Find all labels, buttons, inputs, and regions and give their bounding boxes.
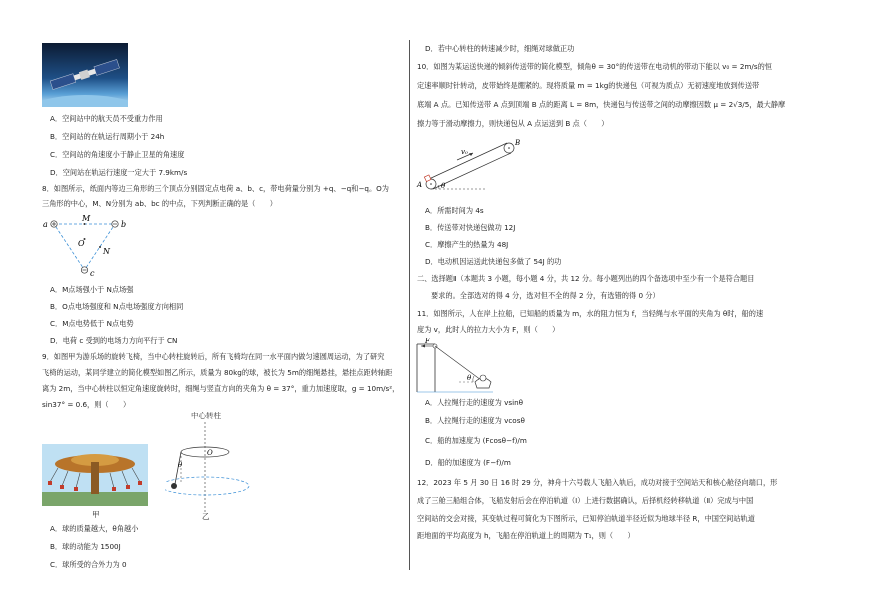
q11-option-c: C．船的加速度为 (Fcosθ−f)/m — [425, 436, 527, 445]
q10-conveyor-figure — [415, 133, 525, 197]
q9-stem-line1: 9．如图甲为游乐场的旋转飞椅，当中心转柱旋转后，所有飞椅均在同一水平面内做匀速圆周运动，为了研究 — [42, 352, 385, 361]
q10-v0-label: v₀ — [461, 148, 468, 156]
q8-label-b: b — [121, 220, 127, 229]
q11-option-a: A．人拉绳行走的速度为 vsinθ — [425, 398, 524, 407]
q10-stem-line1: 10．如图为某运送快递的倾斜传送带的简化模型，倾角θ = 30°的传送带在电动机的带动下能以 v₀ = 2m/s的恒 — [417, 62, 772, 71]
q11-stem-line2: 度为 v，此时人的拉力大小为 F，则（ ） — [417, 325, 560, 334]
section2-heading-line1: 二、选择题Ⅱ（本题共 3 小题，每小题 4 分，共 12 分。每小题列出的四个备选项中至少有一个是符合题目 — [417, 274, 755, 283]
q9-stem-line4: sin37° = 0.6，则（ ） — [42, 400, 131, 409]
q9-stem-line2: 飞椅的运动，某同学建立的简化模型如图乙所示，质量为 80kg的球，被长为 5m的细绳悬挂，悬挂点距转轴距 — [42, 368, 393, 377]
q10-option-b: B．传送带对快递包做功 12J — [425, 223, 516, 232]
q12-stem-line2: 成了三舱三船组合体，飞船发射后会在停泊轨道（Ⅰ）上进行数据确认，后择机经转移轨道（Ⅱ）完成与中国 — [417, 496, 754, 505]
q9-option-c: C．球所受的合外力为 0 — [50, 560, 127, 569]
q9-model-diagram — [165, 412, 265, 518]
q11-option-b: B．人拉绳行走的速度为 vcosθ — [425, 416, 525, 425]
column-divider — [409, 40, 410, 570]
q7-option-c: C．空间站的角速度小于静止卫星的角速度 — [50, 150, 185, 159]
q11-boat-figure — [415, 338, 495, 394]
q9-axis-label: 中心转柱 — [191, 412, 221, 420]
q9-fig-yi-label: 乙 — [202, 512, 210, 521]
q11-theta-label: θ — [467, 374, 472, 382]
q8-label-a: a — [43, 220, 48, 229]
q10-option-a: A．所需时间为 4s — [425, 206, 484, 215]
q10-theta-label: θ — [441, 182, 446, 190]
q10-option-c: C．摩擦产生的热量为 48J — [425, 240, 509, 249]
q10-stem-line4: 擦力等于滑动摩擦力，则快递包从 A 点运送到 B 点（ ） — [417, 119, 609, 128]
q11-stem-line1: 11．如图所示，人在岸上拉船，已知船的质量为 m，水的阻力恒为 f，当轻绳与水平面的夹角为 θ时，船的速 — [417, 309, 764, 318]
q10-stem-line2: 定速率顺时针转动，皮带始终是绷紧的。现将质量 m = 1kg的快递包（可视为质点）无初速度地放到传送带 — [417, 81, 760, 90]
q9-theta-label: θ — [178, 461, 183, 469]
q12-stem-line3: 空间站的交会对接，其变轨过程可简化为下图所示，已知停泊轨道半径近似为地球半径 R，中国空间站轨道 — [417, 514, 755, 523]
q9-option-b: B．球的动能为 1500J — [50, 542, 121, 551]
q10-b-label: B — [515, 139, 521, 147]
q9-stem-line3: 离为 2m，当中心转柱以恒定角速度旋转时，细绳与竖直方向的夹角为 θ = 37°，重力加速度取，g = 10m/s²， — [42, 384, 400, 393]
q8-option-b: B．O点电场强度和 N点电场强度方向相同 — [50, 302, 184, 311]
q8-option-d: D．电荷 c 受到的电场力方向平行于 CN — [50, 336, 178, 345]
q8-label-c: c — [90, 269, 95, 278]
q10-a-label: A — [417, 181, 423, 189]
q12-stem-line1: 12．2023 年 5 月 30 日 16 时 29 分，神舟十六号载人飞船入轨后，成功对接于空间站天和核心舱径向端口，形 — [417, 478, 778, 487]
q10-option-d: D．电动机因运送此快递包多做了 54J 的功 — [425, 257, 562, 266]
q12-stem-line4: 距地面的平均高度为 h，飞船在停泊轨道上的周期为 T₁，则（ ） — [417, 531, 635, 540]
q10-stem-line3: 底端 A 点。已知传送带 A 点到顶端 B 点的距离 L = 8m，快递包与传送带之间的动摩擦因数 μ = 2√3/5，最大静摩 — [417, 100, 786, 109]
space-station-photo — [42, 43, 128, 107]
q8-label-m: M — [82, 214, 91, 223]
q8-stem-line1: 8．如图所示，纸面内等边三角形的三个顶点分别固定点电荷 a、b、c，带电荷量分别为 +q、−q和−q。O为 — [42, 184, 389, 193]
q9-o-label: O — [207, 449, 213, 457]
q8-triangle-figure — [40, 212, 140, 280]
q7-option-b: B．空间站的在轨运行周期小于 24h — [50, 132, 165, 141]
q7-option-d: D．空间站在轨运行速度一定大于 7.9km/s — [50, 168, 188, 177]
q8-stem-line2: 三角形的中心，M、N分别为 ab、bc 的中点，下列判断正确的是（ ） — [42, 199, 277, 208]
q9-fig-jia-label: 甲 — [92, 510, 100, 519]
q11-f-label: F — [425, 338, 430, 345]
swing-ride-photo — [42, 444, 148, 506]
q8-option-c: C．M点电势低于 N点电势 — [50, 319, 134, 328]
q11-option-d: D．船的加速度为 (F−f)/m — [425, 458, 511, 467]
q8-option-a: A．M点场强小于 N点场强 — [50, 285, 134, 294]
q9-option-d: D．若中心转柱的转速减少时，细绳对球做正功 — [425, 44, 575, 53]
q9-option-a: A．球的质量越大，θ角越小 — [50, 524, 139, 533]
section2-heading-line2: 要求的。全部选对的得 4 分，选对但不全的得 2 分，有选错的得 0 分） — [431, 291, 660, 300]
q8-label-o: O — [78, 239, 85, 248]
q7-option-a: A．空间站中的航天员不受重力作用 — [50, 114, 163, 123]
q8-label-n: N — [103, 247, 110, 256]
